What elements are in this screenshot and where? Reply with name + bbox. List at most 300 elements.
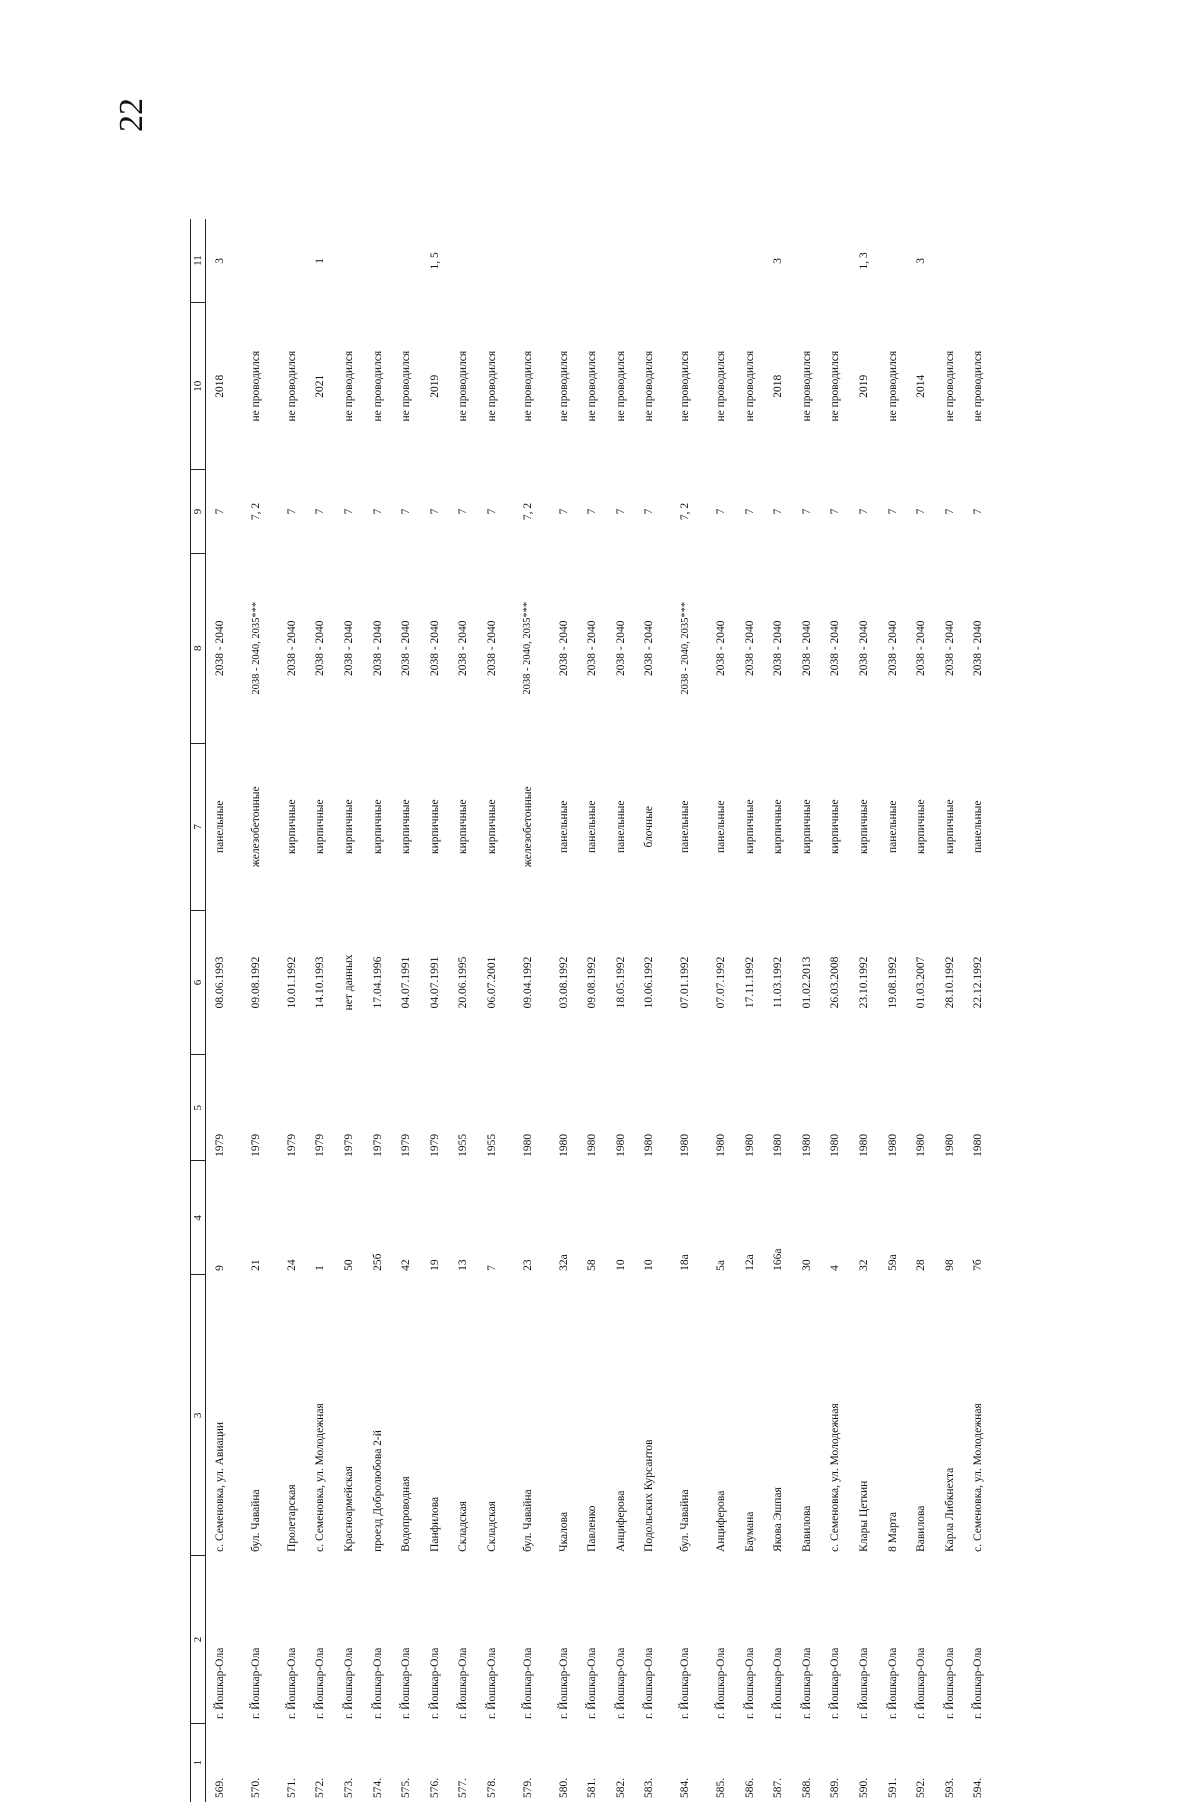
city-cell: г. Йошкар-Ола (586, 1647, 599, 1720)
street-cell: Баумана (743, 1511, 756, 1552)
note-cell (392, 219, 421, 303)
page-number: 22 (113, 98, 150, 132)
street-cell: бул. Чавайна (521, 1489, 534, 1552)
table-row (478, 219, 507, 1802)
table-row (549, 219, 578, 1802)
wall-material-cell: кирпичные (343, 799, 356, 855)
house-number-cell: 7б (972, 1259, 985, 1271)
repair-period-cell: 2038 - 2040 (857, 620, 870, 677)
note-cell (821, 219, 850, 303)
house-number-cell: 21 (250, 1259, 263, 1271)
repair-period-cell: 2038 - 2040 (285, 620, 298, 677)
house-number-cell: 98 (943, 1259, 956, 1271)
house-number-cell: 59а (886, 1254, 899, 1271)
wall-material-cell: кирпичные (943, 799, 956, 855)
row-number-cell: 583. (643, 1777, 656, 1798)
column-header-3: 3 (191, 1275, 206, 1556)
repair-period-cell: 2038 - 2040 (972, 620, 985, 677)
row-number-cell: 574. (371, 1777, 384, 1798)
table-row (449, 219, 478, 1802)
city-cell: г. Йошкар-Ола (943, 1647, 956, 1720)
wall-material-cell: кирпичные (314, 799, 327, 855)
work-code-cell: 7, 2 (679, 502, 692, 521)
last-repair-cell: 2014 (915, 374, 928, 398)
last-repair-cell: не проводился (886, 350, 899, 422)
house-number-cell: 19 (428, 1259, 441, 1271)
note-cell (449, 219, 478, 303)
last-repair-cell: не проводился (743, 350, 756, 422)
date-cell: нет данных (343, 954, 356, 1011)
column-header-5: 5 (191, 1055, 206, 1161)
work-code-cell: 7 (943, 508, 956, 515)
build-year-cell: 1979 (285, 1133, 298, 1157)
note-cell (278, 219, 307, 303)
date-cell: 20.06.1995 (457, 956, 470, 1009)
wall-material-cell: кирпичные (428, 799, 441, 855)
city-cell: г. Йошкар-Ола (857, 1647, 870, 1720)
build-year-cell: 1980 (521, 1133, 534, 1157)
repair-period-cell: 2038 - 2040 (886, 620, 899, 677)
work-code-cell: 7 (457, 508, 470, 515)
house-number-cell: 10 (614, 1259, 627, 1271)
city-cell: г. Йошкар-Ола (371, 1647, 384, 1720)
column-header-2: 2 (191, 1556, 206, 1723)
work-code-cell: 7 (886, 508, 899, 515)
date-cell: 26.03.2008 (829, 956, 842, 1009)
repair-period-cell: 2038 - 2040 (486, 620, 499, 677)
street-cell: Складская (486, 1501, 499, 1552)
table-row (964, 219, 993, 1802)
work-code-cell: 7 (643, 508, 656, 515)
last-repair-cell: не проводился (800, 350, 813, 422)
last-repair-cell: не проводился (715, 350, 728, 422)
house-number-cell: 13 (457, 1259, 470, 1271)
note-cell: 3 (214, 257, 227, 264)
date-cell: 22.12.1992 (972, 956, 985, 1009)
last-repair-cell: 2021 (314, 374, 327, 398)
last-repair-cell: 2019 (428, 374, 441, 398)
date-cell: 14.10.1993 (314, 956, 327, 1009)
work-code-cell: 7 (371, 508, 384, 515)
table-row (206, 219, 235, 1802)
table-row (821, 219, 850, 1802)
row-number-cell: 586. (743, 1777, 756, 1798)
work-code-cell: 7 (800, 508, 813, 515)
table-row (878, 219, 907, 1802)
build-year-cell: 1979 (214, 1133, 227, 1157)
table-row (392, 219, 421, 1802)
note-cell (793, 219, 822, 303)
repair-period-cell: 2038 - 2040 (343, 620, 356, 677)
build-year-cell: 1980 (715, 1133, 728, 1157)
street-cell: Клары Цеткин (857, 1480, 870, 1552)
wall-material-cell: панельные (679, 800, 692, 853)
house-number-cell: 25б (371, 1253, 384, 1271)
table-row (735, 219, 764, 1802)
street-cell: 8 Марта (886, 1512, 899, 1552)
house-number-cell: 28 (915, 1259, 928, 1271)
table-row (707, 219, 736, 1802)
row-number-cell: 589. (829, 1777, 842, 1798)
street-cell: Складская (457, 1501, 470, 1552)
last-repair-cell: 2018 (772, 374, 785, 398)
wall-material-cell: кирпичные (772, 799, 785, 855)
wall-material-cell: панельные (214, 800, 227, 853)
row-number-cell: 582. (614, 1777, 627, 1798)
build-year-cell: 1979 (400, 1133, 413, 1157)
repair-period-cell: 2038 - 2040, 2035*** (679, 601, 691, 695)
table-row (907, 219, 936, 1802)
street-cell: бул. Чавайна (250, 1489, 263, 1552)
note-cell: 1 (314, 257, 327, 264)
house-number-cell: 4 (829, 1265, 842, 1271)
build-year-cell: 1955 (486, 1133, 499, 1157)
last-repair-cell: не проводился (972, 350, 985, 422)
work-code-cell: 7 (614, 508, 627, 515)
work-code-cell: 7 (486, 508, 499, 515)
build-year-cell: 1980 (943, 1133, 956, 1157)
note-cell (664, 219, 707, 303)
street-cell: Вавилова (915, 1505, 928, 1552)
city-cell: г. Йошкар-Ола (400, 1647, 413, 1720)
street-cell: Вавилова (800, 1505, 813, 1552)
wall-material-cell: панельные (886, 800, 899, 853)
wall-material-cell: кирпичные (829, 799, 842, 855)
build-year-cell: 1979 (343, 1133, 356, 1157)
note-cell (549, 219, 578, 303)
table-row (664, 219, 707, 1802)
work-code-cell: 7 (285, 508, 298, 515)
date-cell: 01.03.2007 (915, 956, 928, 1009)
last-repair-cell: не проводился (614, 350, 627, 422)
build-year-cell: 1980 (800, 1133, 813, 1157)
city-cell: г. Йошкар-Ола (214, 1647, 227, 1720)
build-year-cell: 1955 (457, 1133, 470, 1157)
street-cell: с. Семеновка, ул. Молодежная (829, 1403, 842, 1552)
street-cell: проезд Добролюбова 2-й (371, 1430, 384, 1552)
city-cell: г. Йошкар-Ола (679, 1647, 692, 1720)
table-row (793, 219, 822, 1802)
last-repair-cell: не проводился (943, 350, 956, 422)
table-row (850, 219, 879, 1802)
wall-material-cell: кирпичные (743, 799, 756, 855)
city-cell: г. Йошкар-Ола (972, 1647, 985, 1720)
city-cell: г. Йошкар-Ола (486, 1647, 499, 1720)
repair-period-cell: 2038 - 2040 (371, 620, 384, 677)
city-cell: г. Йошкар-Ола (643, 1647, 656, 1720)
wall-material-cell: кирпичные (800, 799, 813, 855)
house-number-cell: 7 (486, 1265, 499, 1271)
date-cell: 08.06.1993 (214, 956, 227, 1009)
house-number-cell: 5а (715, 1260, 728, 1271)
work-code-cell: 7, 2 (250, 502, 263, 521)
row-number-cell: 573. (343, 1777, 356, 1798)
build-year-cell: 1980 (643, 1133, 656, 1157)
wall-material-cell: кирпичные (857, 799, 870, 855)
last-repair-cell: 2019 (857, 374, 870, 398)
work-code-cell: 7 (972, 508, 985, 515)
last-repair-cell: не проводился (486, 350, 499, 422)
row-number-cell: 578. (486, 1777, 499, 1798)
note-cell: 3 (772, 257, 785, 264)
street-cell: с. Семеновка, ул. Молодежная (314, 1403, 327, 1552)
note-cell (335, 219, 364, 303)
date-cell: 28.10.1992 (943, 956, 956, 1009)
city-cell: г. Йошкар-Ола (715, 1647, 728, 1720)
row-number-cell: 590. (857, 1777, 870, 1798)
row-number-cell: 575. (400, 1777, 413, 1798)
table-row (363, 219, 392, 1802)
city-cell: г. Йошкар-Ола (915, 1647, 928, 1720)
wall-material-cell: кирпичные (400, 799, 413, 855)
work-code-cell: 7 (586, 508, 599, 515)
date-cell: 17.04.1996 (371, 956, 384, 1009)
row-number-cell: 585. (715, 1777, 728, 1798)
street-cell: Павленко (586, 1505, 599, 1552)
table-row (278, 219, 307, 1802)
city-cell: г. Йошкар-Ола (772, 1647, 785, 1720)
build-year-cell: 1980 (772, 1133, 785, 1157)
city-cell: г. Йошкар-Ола (343, 1647, 356, 1720)
work-code-cell: 7 (428, 508, 441, 515)
street-cell: Карла Либкнехта (943, 1467, 956, 1552)
work-code-cell: 7 (557, 508, 570, 515)
last-repair-cell: 2018 (214, 374, 227, 398)
wall-material-cell: железобетонные (250, 786, 263, 868)
build-year-cell: 1980 (743, 1133, 756, 1157)
repair-period-cell: 2038 - 2040 (400, 620, 413, 677)
build-year-cell: 1980 (586, 1133, 599, 1157)
street-cell: Подольских Курсантов (643, 1439, 656, 1552)
house-number-cell: 30 (800, 1259, 813, 1271)
build-year-cell: 1980 (829, 1133, 842, 1157)
note-cell (506, 219, 549, 303)
date-cell: 10.01.1992 (285, 956, 298, 1009)
note-cell (363, 219, 392, 303)
table-header-row (191, 219, 206, 1802)
last-repair-cell: не проводился (586, 350, 599, 422)
work-code-cell: 7 (743, 508, 756, 515)
wall-material-cell: кирпичные (915, 799, 928, 855)
work-code-cell: 7, 2 (521, 502, 534, 521)
date-cell: 04.07.1991 (400, 956, 413, 1009)
table-row (764, 219, 793, 1802)
house-number-cell: 1 (314, 1265, 327, 1271)
house-number-cell: 10 (643, 1259, 656, 1271)
last-repair-cell: не проводился (679, 350, 692, 422)
last-repair-cell: не проводился (643, 350, 656, 422)
date-cell: 09.04.1992 (521, 956, 534, 1009)
repair-period-cell: 2038 - 2040, 2035*** (250, 601, 262, 695)
column-header-8: 8 (191, 553, 206, 743)
note-cell: 3 (915, 257, 928, 264)
city-cell: г. Йошкар-Ола (250, 1647, 263, 1720)
date-cell: 09.08.1992 (250, 956, 263, 1009)
table-row (306, 219, 335, 1802)
row-number-cell: 594. (972, 1777, 985, 1798)
repair-period-cell: 2038 - 2040 (643, 620, 656, 677)
last-repair-cell: не проводился (400, 350, 413, 422)
note-cell (707, 219, 736, 303)
date-cell: 19.08.1992 (886, 956, 899, 1009)
last-repair-cell: не проводился (343, 350, 356, 422)
note-cell (878, 219, 907, 303)
row-number-cell: 577. (457, 1777, 470, 1798)
table-row (235, 219, 278, 1802)
column-header-10: 10 (191, 303, 206, 470)
house-number-cell: 12а (743, 1254, 756, 1271)
row-number-cell: 572. (314, 1777, 327, 1798)
work-code-cell: 7 (214, 508, 227, 515)
repair-period-cell: 2038 - 2040 (614, 620, 627, 677)
note-cell (964, 219, 993, 303)
street-cell: бул. Чавайна (679, 1489, 692, 1552)
repair-period-cell: 2038 - 2040 (772, 620, 785, 677)
column-header-1: 1 (191, 1723, 206, 1802)
work-code-cell: 7 (314, 508, 327, 515)
wall-material-cell: кирпичные (371, 799, 384, 855)
note-cell (578, 219, 607, 303)
date-cell: 01.02.2013 (800, 956, 813, 1009)
housing-table (190, 219, 993, 1802)
wall-material-cell: панельные (557, 800, 570, 853)
note-cell (478, 219, 507, 303)
date-cell: 10.06.1992 (643, 956, 656, 1009)
table-row (335, 219, 364, 1802)
last-repair-cell: не проводился (557, 350, 570, 422)
last-repair-cell: не проводился (829, 350, 842, 422)
street-cell: Чкалова (557, 1511, 570, 1552)
repair-period-cell: 2038 - 2040, 2035*** (522, 601, 534, 695)
city-cell: г. Йошкар-Ола (457, 1647, 470, 1720)
date-cell: 07.07.1992 (715, 956, 728, 1009)
last-repair-cell: не проводился (521, 350, 534, 422)
table-row (506, 219, 549, 1802)
repair-period-cell: 2038 - 2040 (800, 620, 813, 677)
street-cell: Панфилова (428, 1496, 441, 1552)
column-header-11: 11 (191, 219, 206, 303)
repair-period-cell: 2038 - 2040 (428, 620, 441, 677)
row-number-cell: 569. (214, 1777, 227, 1798)
repair-period-cell: 2038 - 2040 (943, 620, 956, 677)
column-header-4: 4 (191, 1161, 206, 1275)
wall-material-cell: панельные (586, 800, 599, 853)
date-cell: 06.07.2001 (486, 956, 499, 1009)
table-row (421, 219, 450, 1802)
date-cell: 17.11.1992 (743, 956, 756, 1009)
row-number-cell: 592. (915, 1777, 928, 1798)
city-cell: г. Йошкар-Ола (521, 1647, 534, 1720)
city-cell: г. Йошкар-Ола (614, 1647, 627, 1720)
table-row (635, 219, 664, 1802)
row-number-cell: 593. (943, 1777, 956, 1798)
work-code-cell: 7 (829, 508, 842, 515)
last-repair-cell: не проводился (285, 350, 298, 422)
build-year-cell: 1980 (557, 1133, 570, 1157)
wall-material-cell: панельные (614, 800, 627, 853)
city-cell: г. Йошкар-Ола (800, 1647, 813, 1720)
date-cell: 09.08.1992 (586, 956, 599, 1009)
row-number-cell: 587. (772, 1777, 785, 1798)
work-code-cell: 7 (915, 508, 928, 515)
city-cell: г. Йошкар-Ола (314, 1647, 327, 1720)
date-cell: 11.03.1992 (772, 956, 785, 1009)
note-cell: 1, 5 (428, 252, 441, 270)
date-cell: 03.08.1992 (557, 956, 570, 1009)
work-code-cell: 7 (772, 508, 785, 515)
note-cell (735, 219, 764, 303)
house-number-cell: 9 (214, 1265, 227, 1271)
street-cell: с. Семеновка, ул. Авиации (214, 1421, 227, 1552)
house-number-cell: 42 (400, 1259, 413, 1271)
note-cell (235, 219, 278, 303)
wall-material-cell: кирпичные (285, 799, 298, 855)
build-year-cell: 1980 (915, 1133, 928, 1157)
work-code-cell: 7 (400, 508, 413, 515)
note-cell (607, 219, 636, 303)
build-year-cell: 1980 (614, 1133, 627, 1157)
repair-period-cell: 2038 - 2040 (915, 620, 928, 677)
repair-period-cell: 2038 - 2040 (214, 620, 227, 677)
house-number-cell: 50 (343, 1259, 356, 1271)
note-cell (935, 219, 964, 303)
house-number-cell: 32а (557, 1254, 570, 1271)
build-year-cell: 1979 (371, 1133, 384, 1157)
repair-period-cell: 2038 - 2040 (314, 620, 327, 677)
date-cell: 18.05.1992 (614, 956, 627, 1009)
build-year-cell: 1980 (857, 1133, 870, 1157)
city-cell: г. Йошкар-Ола (743, 1647, 756, 1720)
date-cell: 04.07.1991 (428, 956, 441, 1009)
repair-period-cell: 2038 - 2040 (829, 620, 842, 677)
wall-material-cell: блочные (643, 805, 656, 848)
column-header-9: 9 (191, 470, 206, 554)
repair-period-cell: 2038 - 2040 (457, 620, 470, 677)
note-cell: 1, 3 (857, 252, 870, 270)
last-repair-cell: не проводился (371, 350, 384, 422)
city-cell: г. Йошкар-Ола (285, 1647, 298, 1720)
city-cell: г. Йошкар-Ола (886, 1647, 899, 1720)
row-number-cell: 591. (886, 1777, 899, 1798)
repair-period-cell: 2038 - 2040 (715, 620, 728, 677)
row-number-cell: 580. (557, 1777, 570, 1798)
table-row (578, 219, 607, 1802)
street-cell: Красноармейская (343, 1466, 356, 1552)
build-year-cell: 1980 (972, 1133, 985, 1157)
table-row (607, 219, 636, 1802)
repair-period-cell: 2038 - 2040 (557, 620, 570, 677)
wall-material-cell: кирпичные (486, 799, 499, 855)
note-cell (635, 219, 664, 303)
wall-material-cell: кирпичные (457, 799, 470, 855)
row-number-cell: 588. (800, 1777, 813, 1798)
house-number-cell: 18а (679, 1254, 692, 1271)
build-year-cell: 1979 (428, 1133, 441, 1157)
wall-material-cell: панельные (972, 800, 985, 853)
street-cell: Якова Эшпая (772, 1487, 785, 1552)
column-header-7: 7 (191, 743, 206, 910)
repair-period-cell: 2038 - 2040 (743, 620, 756, 677)
date-cell: 23.10.1992 (857, 956, 870, 1009)
street-cell: Анциферова (614, 1490, 627, 1552)
build-year-cell: 1980 (679, 1133, 692, 1157)
column-header-6: 6 (191, 910, 206, 1054)
table-body (206, 219, 993, 1802)
row-number-cell: 576. (428, 1777, 441, 1798)
city-cell: г. Йошкар-Ола (829, 1647, 842, 1720)
row-number-cell: 581. (586, 1777, 599, 1798)
build-year-cell: 1979 (314, 1133, 327, 1157)
